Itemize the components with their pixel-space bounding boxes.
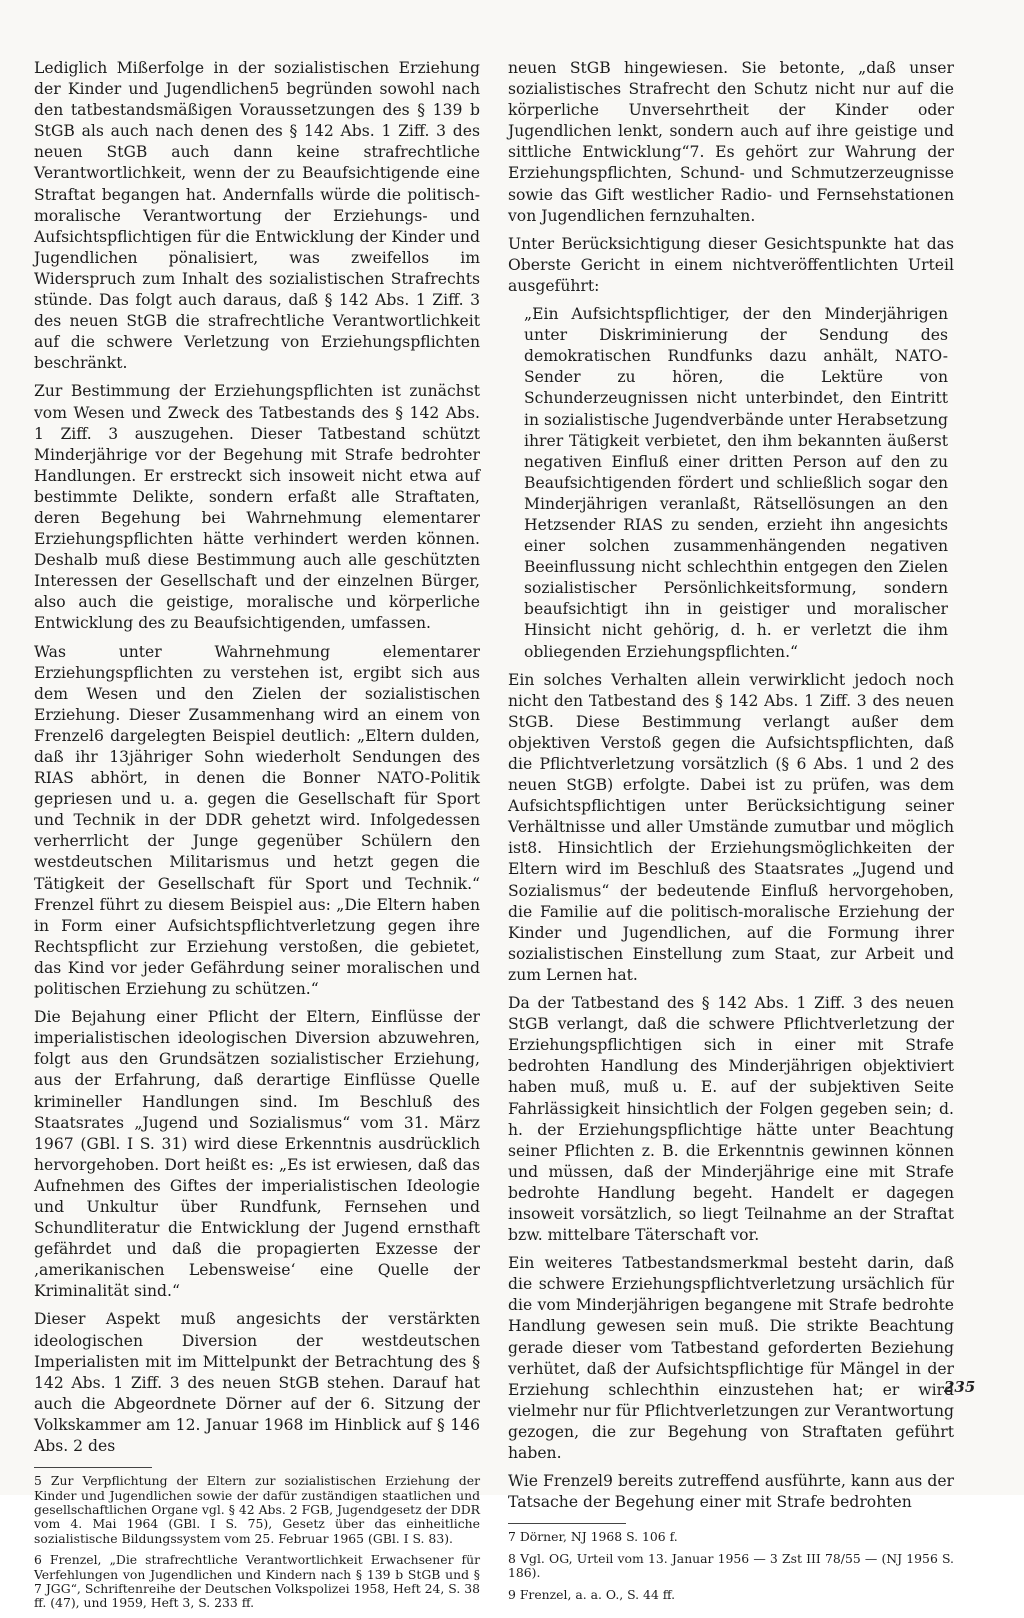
footnote: 5 Zur Verpflichtung der Eltern zur sozialistischen Erziehung der Kinder und Jugendlichen sowie der dafür zuständigen staatlichen und gesellschaftlichen Organe vgl. § 42 Abs. 2 FGB, Jugendgesetz der DDR vom 4. Mai 1964 (GBl. I S. 75), Gesetz über das einheitliche sozialistische Bildungssystem vom 25. Februar 1965 (GBl. I S. 83).	[34, 1473, 480, 1546]
right-column	[508, 58, 954, 1609]
paragraph: Da der Tatbestand des § 142 Abs. 1 Ziff. 3 des neuen StGB verlangt, daß die schwere Pflichtverletzung der Erziehungspflichtigen sich in einer mit Strafe bedrohten Handlung des Minderjährigen objektiviert haben muß, muß u. E. auf der subjektiven Seite Fahrlässigkeit hinsichtlich der Folgen gegeben sein; d. h. der Erziehungspflichtige hätte unter Beachtung seiner Pflichten z. B. die Erkenntnis gewinnen können und müssen, daß der Minderjährige eine mit Strafe bedrohte Handlung begeht. Handelt er dagegen insoweit vorsätzlich, so liegt Teilnahme an der Straftat bzw. mittelbare Täterschaft vor.	[508, 994, 954, 1245]
paragraph: Zur Bestimmung der Erziehungspflichten ist zunächst vom Wesen und Zweck des Tatbestands des § 142 Abs. 1 Ziff. 3 auszugehen. Dieser Tatbestand schützt Minderjährige vor der Begehung mit Strafe bedrohter Handlungen. Er erstreckt sich insoweit nicht etwa auf bestimmte Delikte, sondern erfaßt alle Straftaten, deren Begehung bei Wahrnehmung elementarer Erziehungspflichten hätte verhindert werden können. Deshalb muß diese Bestimmung auch alle geschützten Interessen der Gesellschaft und der einzelnen Bürger, also auch die geistige, moralische und körperliche Entwicklung des zu Beaufsichtigenden, umfassen.	[34, 382, 480, 633]
paragraph: Wie Frenzel9 bereits zutreffend ausführte, kann aus der Tatsache der Begehung einer mit Strafe bedrohten	[508, 1472, 954, 1512]
paragraph: neuen StGB hingewiesen. Sie betonte, „daß unser sozialistisches Strafrecht den Schutz nicht nur auf die körperliche Unversehrtheit der Kinder oder Jugendlichen lenkt, sondern auch auf ihre geistige und sittliche Entwicklung“7. Es gehört zur Wahrung der Erziehungspflichten, Schund- und Schmutzerzeugnisse sowie das Gift westlicher Radio- und Fernsehstationen von Jugendlichen fernzuhalten.	[508, 59, 954, 225]
block-quote: „Ein Aufsichtspflichtiger, der den Minderjährigen unter Diskriminierung der Sendung des demokratischen Rundfunks dazu anhält, NATO-Sender zu hören, die Lektüre von Schunderzeugnissen nicht unterbindet, den Eintritt in sozialistische Jugendverbände unter Herabsetzung ihrer Tätigkeit verbietet, den ihm bekannten äußerst negativen Einfluß einer dritten Person auf den zu Beaufsichtigenden fördert und schließlich sogar den Minderjährigen veranlaßt, Rätsellösungen an den Hetzsender RIAS zu senden, erzieht ihn angesichts einer solchen zusammenhängenden negativen Beeinflussung nicht schlechthin entgegen den Zielen sozialistischer Persönlichkeitsformung, sondern beaufsichtigt ihn in geistiger und moralischer Hinsicht nicht gehörig, d. h. er verletzt die ihm obliegenden Erziehungspflichten.“	[524, 305, 948, 661]
footnote: 8 Vgl. OG, Urteil vom 13. Januar 1956 — 3 Zst III 78/55 — (NJ 1956 S. 186).	[508, 1550, 954, 1581]
paragraph: Was unter Wahrnehmung elementarer Erziehungspflichten zu verstehen ist, ergibt sich aus dem Wesen und den Zielen der sozialistischen Erziehung. Dieser Zusammenhang wird an einem von Frenzel6 dargelegten Beispiel deutlich: „Eltern dulden, daß ihr 13jähriger Sohn wiederholt Sendungen des RIAS abhört, in denen die Bonner NATO-Politik gepriesen und u. a. gegen die Gesellschaft für Sport und Technik in der DDR gehetzt wird. Infolgedessen verherrlicht der Junge gegenüber Schülern den westdeutschen Militarismus und hetzt gegen die Tätigkeit der Gesellschaft für Sport und Technik.“ Frenzel führt zu diesem Beispiel aus: „Die Eltern haben in Form einer Aufsichtspflichtverletzung gegen ihre Rechtspflicht zur Erziehung verstoßen, die gebietet, das Kind vor jeder Gefährdung seiner moralischen und politischen Erziehung zu schützen.“	[34, 642, 480, 999]
paragraph: Ein solches Verhalten allein verwirklicht jedoch noch nicht den Tatbestand des § 142 Abs. 1 Ziff. 3 des neuen StGB. Diese Bestimmung verlangt außer dem objektiven Verstoß gegen die Aufsichtspflichten, daß die Pflichtverletzung vorsätzlich (§ 6 Abs. 1 und 2 des neuen StGB) erfolgte. Dabei ist zu prüfen, was dem Aufsichtspflichtigen unter Berücksichtigung seiner Verhältnisse und aller Umstände zumutbar und möglich ist8. Hinsichtlich der Erziehungsmöglichkeiten der Eltern wird im Beschluß des Staatsrates „Jugend und Sozialismus“ der bedeutende Einfluß hervorgehoben, die Familie auf die politisch-moralische Erziehung der Kinder und Jugendlichen, auf die Formung ihrer sozialistischen Einstellung zum Staat, zur Arbeit und zum Lernen hat.	[508, 670, 954, 984]
paragraph: Ein weiteres Tatbestandsmerkmal besteht darin, daß die schwere Erziehungspflichtverletzung ursächlich für die vom Minderjährigen begangene mit Strafe bedrohte Handlung gewesen sein muß. Die strikte Beachtung gerade dieser vom Tatbestand geforderten Beziehung verhütet, daß der Aufsichtspflichtige für Mängel in der Erziehung schlechthin einzustehen hat; er wird vielmehr nur für Pflichtverletzungen zur Verantwortung gezogen, die zur Begehung von Straftaten geführt haben.	[508, 1254, 954, 1462]
paragraph: Dieser Aspekt muß angesichts der verstärkten ideologischen Diversion der westdeutschen Imperialisten mit im Mittelpunkt der Betrachtung des § 142 Abs. 1 Ziff. 3 des neuen StGB stehen. Darauf hat auch die Abgeordnete Dörner auf der 6. Sitzung der Volkskammer am 12. Januar 1968 im Hinblick auf § 146 Abs. 2 des	[34, 1310, 480, 1455]
left-column	[34, 58, 480, 1618]
footnote-divider	[34, 1467, 152, 1468]
paragraph: Unter Berücksichtigung dieser Gesichtspunkte hat das Oberste Gericht in einem nichtveröffentlichten Urteil ausgeführt:	[508, 234, 954, 295]
paragraph: Lediglich Mißerfolge in der sozialistischen Erziehung der Kinder und Jugendlichen5 begründen sowohl nach den tatbestandsmäßigen Voraussetzungen des § 139 b StGB als auch nach denen des § 142 Abs. 1 Ziff. 3 des neuen StGB auch dann keine strafrechtliche Verantwortlichkeit, wenn der zu Beaufsichtigende eine Straftat begangen hat. Andernfalls würde die politisch-moralische Verantwortung der Erziehungs- und Aufsichtspflichtigen für die Entwicklung der Kinder und Jugendlichen pönalisiert, was zweifellos im Widerspruch zum Inhalt des sozialistischen Strafrechts stünde. Das folgt auch daraus, daß § 142 Abs. 1 Ziff. 3 des neuen StGB die strafrechtliche Verantwortlichkeit auf die schwere Verletzung von Erziehungspflichten beschränkt.	[34, 59, 480, 373]
paragraph: Die Bejahung einer Pflicht der Eltern, Einflüsse der imperialistischen ideologischen Diversion abzuwehren, folgt aus den Grundsätzen sozialistischer Erziehung, aus der Erfahrung, daß derartige Einflüsse Quelle krimineller Handlungen sind. Im Beschluß des Staatsrates „Jugend und Sozialismus“ vom 31. März 1967 (GBl. I S. 31) wird diese Erkenntnis ausdrücklich hervorgehoben. Dort heißt es: „Es ist erwiesen, daß das Aufnehmen des Giftes der imperialistischen Ideologie und Unkultur über Rundfunk, Fernsehen und Schundliteratur die Entwicklung der Jugend ernsthaft gefährdet und daß die propagierten Exzesse der ‚amerikanischen Lebensweise‘ eine Quelle der Kriminalität sind.“	[34, 1008, 480, 1301]
footnote-divider	[508, 1523, 626, 1524]
footnote: 6 Frenzel, „Die strafrechtliche Verantwortlichkeit Erwachsener für Verfehlungen von Jugendlichen und Kindern nach § 139 b StGB und § 7 JGG“, Schriftenreihe der Deutschen Volkspolizei 1958, Heft 24, S. 38 ff. (47), und 1959, Heft 3, S. 233 ff.	[34, 1552, 480, 1611]
footnote: 9 Frenzel, a. a. O., S. 44 ff.	[508, 1586, 676, 1602]
footnote: 7 Dörner, NJ 1968 S. 106 f.	[508, 1529, 678, 1545]
page-number: 235	[944, 1378, 976, 1396]
